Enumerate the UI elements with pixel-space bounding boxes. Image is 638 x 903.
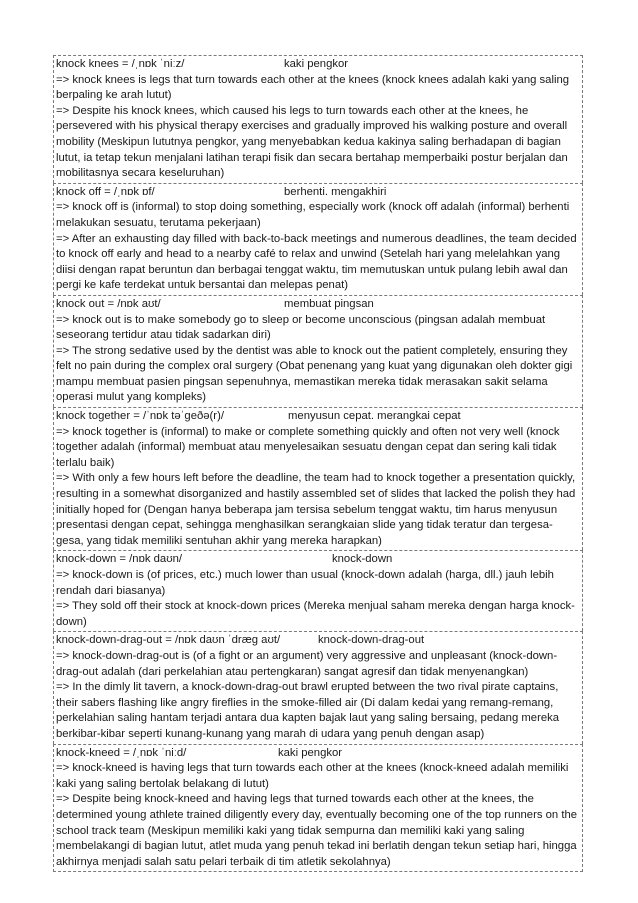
entry-header xyxy=(56,409,580,425)
entry-translation: kaki pengkor xyxy=(278,746,343,759)
entry-knock-down-drag-out xyxy=(53,631,583,743)
entry-example: => In the dimly lit tavern, a knock-down-drag-out brawl erupted between the two rival pirate captains, their sabers flashing like angry fireflies in the smoke-filled air (Di dalam kedai yang remang-remang, perkelahian saling hantam terjadi antara dua kapten bajak laut yang saling bersaing, pedang mereka berkibar-kibar seperti kunang-kunang yang marah di udara yang penuh dengan asap) xyxy=(56,681,560,740)
entry-header xyxy=(56,297,580,313)
entry-translation: knock-down-drag-out xyxy=(318,634,425,647)
entry-header xyxy=(56,57,580,73)
entry-example: => Despite his knock knees, which caused his legs to turn towards each other at the knees, he persevered with his physical therapy exercises and gradually improved his walking posture and overall mobility (Meskipun lututnya pengkor, yang menyebabkan kedua kakinya saling berhadapan di bagian lutut, ia tetap tekun menjalani latihan terapi fisik dan secara bertahap memperbaiki postur berjalan dan mobilitasnya secara keseluruhan) xyxy=(56,104,568,180)
entry-example: => The strong sedative used by the dentist was able to knock out the patient completely, ensuring they felt no pain during the complex oral surgery (Obat penenang yang kuat yang digunakan oleh dokter gigi mampu membuat pasien pingsan sepenuhnya, memastikan mereka tidak merasakan sakit selama operasi mulut yang kompleks) xyxy=(56,344,573,404)
entry-definition: => knock-down is (of prices, etc.) much lower than usual (knock-down adalah (harga, dll.) jauh lebih rendah dari biasanya) xyxy=(56,569,554,597)
entry-definition: => knock together is (informal) to make or complete something quickly and often not very well (knock together adalah (informal) membuat atau menyelesaikan sesuatu dengan cepat dan sering kali tidak terlalu baik) xyxy=(56,425,560,469)
entry-term: knock out = /nɒk aʊt/ xyxy=(56,297,161,310)
entry-header xyxy=(56,633,580,649)
entry-term: knock-kneed = /ˌnɒk ˈniːd/ xyxy=(56,746,187,759)
entry-term: knock-down-drag-out = /nɒk daʊn ˈdræɡ aʊt/ xyxy=(56,634,281,647)
entry-definition: => knock knees is legs that turn towards each other at the knees (knock knees adalah kaki yang saling berpaling ke arah lutut) xyxy=(56,73,570,102)
entry-translation: membuat pingsan xyxy=(284,297,374,310)
entry-knock-knees xyxy=(53,55,583,183)
entry-example: => Despite being knock-kneed and having legs that turned towards each other at the knees, the determined young athlete trained diligently every day, eventually becoming one of the top runners on the school track team (Meskipun memiliki kaki yang tidak sempurna dan memiliki kaki yang saling membelakangi di bagian lutut, atlet muda yang penuh tekad ini berlatih dengan tekun setiap hari, hingga akhirnya menjadi salah satu pelari terbaik di tim atletik sekolahnya) xyxy=(56,793,578,868)
entry-header xyxy=(56,185,580,201)
entry-term: knock off = /ˌnɒk ɒf/ xyxy=(56,185,155,198)
entry-translation: knock-down xyxy=(332,553,393,566)
entry-term: knock knees = /ˌnɒk ˈniːz/ xyxy=(56,58,185,70)
entry-term: knock-down = /nɒk daʊn/ xyxy=(56,553,183,566)
entry-knock-together xyxy=(53,407,583,550)
entry-definition: => knock out is to make somebody go to sleep or become unconscious (pingsan adalah membuat seseorang tertidur atau tidak sadarkan diri) xyxy=(56,313,546,342)
entry-example: => After an exhausting day filled with back-to-back meetings and numerous deadlines, the team decided to knock off early and head to a nearby café to relax and unwind (Setelah hari yang melelahkan yang diisi dengan rapat beruntun dan berbagai tenggat waktu, tim memutuskan untuk pulang lebih awal dan pergi ke kafe terdekat untuk bersantai dan melepas penat) xyxy=(56,232,577,292)
entry-translation: berhenti. mengakhiri xyxy=(284,185,387,198)
entry-knock-kneed xyxy=(53,744,583,873)
entry-definition: => knock off is (informal) to stop doing something, especially work (knock off adalah (informal) berhenti melakukan sesuatu, terutama pekerjaan) xyxy=(56,201,570,229)
entry-header xyxy=(56,552,580,568)
entry-knock-out xyxy=(53,295,583,407)
entry-example: => With only a few hours left before the deadline, the team had to knock together a presentation quickly, resulting in a somewhat disorganized and hastily assembled set of slides that lacked the polish they had initially hoped for (Dengan hanya beberapa jam tersisa sebelum tenggat waktu, tim harus menyusun presentasi dengan cepat, sehingga menghasilkan serangkaian slide yang tidak teratur dan tergesa-gesa, yang tidak memiliki sentuhan akhir yang mereka harapkan) xyxy=(56,472,576,547)
entry-term: knock together = /ˈnɒk təˈɡeðə(r)/ xyxy=(56,410,224,423)
entry-definition: => knock-kneed is having legs that turn towards each other at the knees (knock-kneed adalah memiliki kaki yang saling bertolak belakang di lutut) xyxy=(56,762,569,790)
entry-translation: menyusun cepat. merangkai cepat xyxy=(288,410,461,423)
entry-header xyxy=(56,746,580,762)
entry-definition: => knock-down-drag-out is (of a fight or an argument) very aggressive and unpleasant (knock-down-drag-out adalah (dari perkelahian atau pertengkaran) sangat agresif dan tidak menyenangkan) xyxy=(56,649,558,678)
entry-knock-off xyxy=(53,183,583,295)
vocabulary-page xyxy=(53,55,583,872)
entry-knock-down xyxy=(53,550,583,631)
entry-example: => They sold off their stock at knock-down prices (Mereka menjual saham mereka dengan harga knock-down) xyxy=(56,600,575,628)
entry-translation: kaki pengkor xyxy=(284,58,349,70)
